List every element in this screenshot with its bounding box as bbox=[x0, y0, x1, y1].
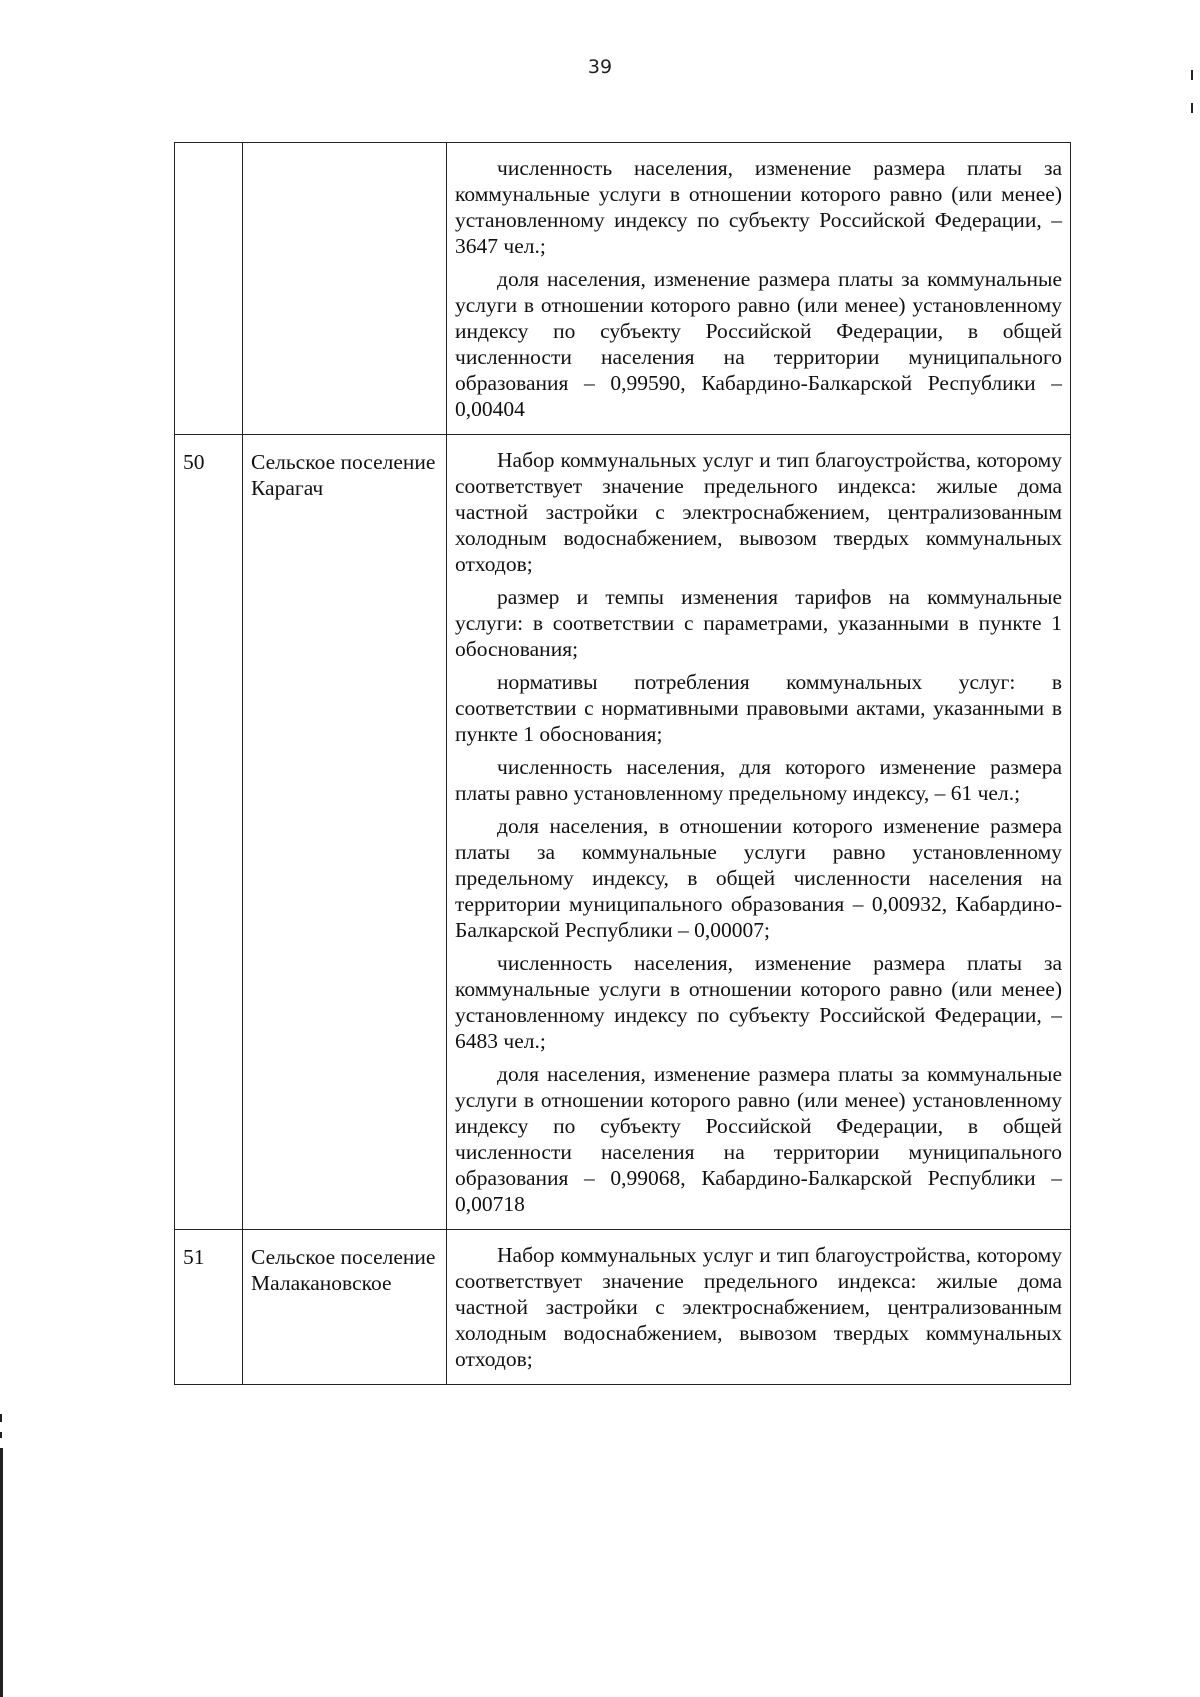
scan-edge-mark-right bbox=[1191, 70, 1193, 80]
page-number: 39 bbox=[587, 56, 613, 78]
row-number-cell: 51 bbox=[175, 1230, 243, 1385]
scan-edge-mark-left bbox=[0, 1414, 2, 1422]
table-row bbox=[175, 143, 1071, 435]
settlement-name-cell: Сельское поселение Карагач bbox=[243, 435, 447, 1230]
description-cell bbox=[447, 1230, 1071, 1385]
description-cell bbox=[447, 143, 1071, 435]
settlement-name-cell bbox=[243, 143, 447, 435]
description-paragraph: доля населения, изменение размера платы за коммунальные услуги в отношении которого равно (или менее) установленному индексу по субъекту Российской Федерации, в общей численности населения на территории муниципального образования – 0,99068, Кабардино-Балкарской Республики – 0,00718 bbox=[455, 1062, 1062, 1216]
description-paragraph: численность населения, изменение размера платы за коммунальные услуги в отношении которого равно (или менее) установленному индексу по субъекту Российской Федерации, – 6483 чел.; bbox=[455, 951, 1062, 1053]
settlement-name-cell: Сельское поселение Малакановское bbox=[243, 1230, 447, 1385]
row-number-cell bbox=[175, 143, 243, 435]
description-paragraph: доля населения, в отношении которого изменение размера платы за коммунальные услуги равно установленному предельному индексу, в общей численности населения на территории муниципального образования – 0,00932, Кабардино-Балкарской Республики – 0,00007; bbox=[455, 814, 1062, 942]
description-paragraph: нормативы потребления коммунальных услуг: в соответствии с нормативными правовыми актами, указанными в пункте 1 обоснования; bbox=[455, 670, 1062, 746]
document-table bbox=[174, 142, 1071, 1385]
description-paragraph: Набор коммунальных услуг и тип благоустройства, которому соответствует значение предельного индекса: жилые дома частной застройки с электроснабжением, централизованным холодным водоснабжением, вывозом твердых коммунальных отходов; bbox=[455, 448, 1062, 576]
table-row bbox=[175, 1230, 1071, 1385]
description-paragraph: доля населения, изменение размера платы за коммунальные услуги в отношении которого равно (или менее) установленному индексу по субъекту Российской Федерации, в общей численности населения на территории муниципального образования – 0,99590, Кабардино-Балкарской Республики – 0,00404 bbox=[455, 267, 1062, 421]
description-cell bbox=[447, 435, 1071, 1230]
row-number-cell: 50 bbox=[175, 435, 243, 1230]
table-row bbox=[175, 435, 1071, 1230]
description-paragraph: Набор коммунальных услуг и тип благоустройства, которому соответствует значение предельного индекса: жилые дома частной застройки с электроснабжением, централизованным холодным водоснабжением, вывозом твердых коммунальных отходов; bbox=[455, 1243, 1062, 1371]
scan-edge-line-left bbox=[0, 1448, 3, 1697]
description-paragraph: численность населения, для которого изменение размера платы равно установленному предельному индексу, – 61 чел.; bbox=[455, 755, 1062, 805]
scan-edge-mark-left bbox=[0, 1432, 2, 1438]
description-paragraph: размер и темпы изменения тарифов на коммунальные услуги: в соответствии с параметрами, указанными в пункте 1 обоснования; bbox=[455, 585, 1062, 661]
scan-edge-mark-right bbox=[1191, 103, 1193, 113]
description-paragraph: численность населения, изменение размера платы за коммунальные услуги в отношении которого равно (или менее) установленному индексу по субъекту Российской Федерации, – 3647 чел.; bbox=[455, 156, 1062, 258]
